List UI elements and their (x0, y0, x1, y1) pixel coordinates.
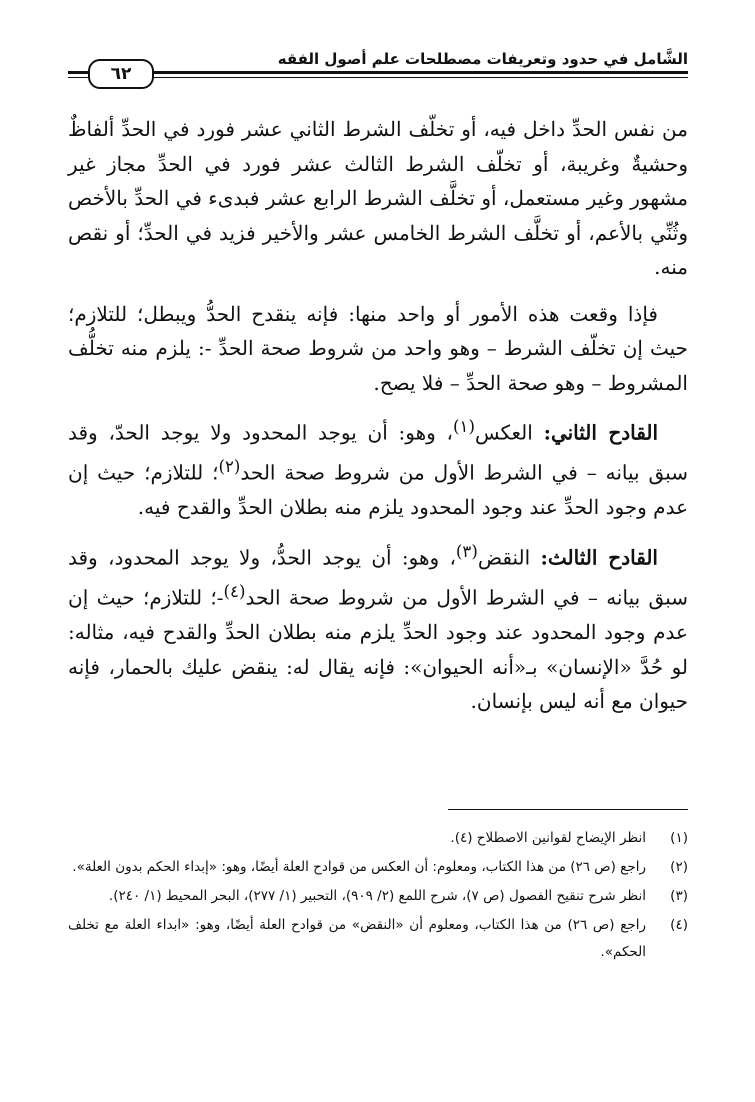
page-header (68, 50, 688, 94)
paragraph-4-part-a: النقض (477, 545, 541, 570)
footnotes (68, 825, 688, 968)
main-text (68, 112, 688, 729)
footnote-text: راجع (ص ٢٦) من هذا الكتاب، ومعلوم أن «النقض» من قوادح العلة أيضًا، وهو: «ابداء العلة مع تخلف الحكم». (68, 917, 646, 960)
footnote-ref-1: (١) (453, 417, 475, 436)
footnote-text: انظر شرح تنقيح الفصول (ص ٧)، شرح اللمع (٢/ ٩٠٩)، التحبير (١/ ٢٧٧)، البحر المحيط (١/ ٢٤٠). (108, 888, 646, 904)
header-rule-thick (68, 71, 688, 74)
footnote (68, 912, 688, 966)
footnote-text: انظر الإيضاح لقوانين الاصطلاح (٤). (450, 830, 646, 846)
paragraph-4-part-b: ، وهو: أن يوجد الحدُّ، ولا يوجد المحدود، وقد سبق بيانه – في الشرط الأول من شروط صحة الحد (68, 545, 688, 610)
section-lead-third-defect: القادح الثالث: (540, 545, 658, 570)
footnote-number: (١) (670, 830, 688, 846)
header-rule-thin (68, 77, 688, 78)
footnote-ref-3: (٣) (455, 541, 478, 561)
footnote-ref-4: (٤) (223, 581, 246, 601)
paragraph-3-part-a: العكس (474, 420, 544, 445)
footnote (68, 883, 688, 910)
footnote-text: راجع (ص ٢٦) من هذا الكتاب، ومعلوم: أن العكس من قوادح العلة أيضًا، وهو: «إبداء الحكم بدون العلة». (72, 859, 646, 875)
footnote (68, 825, 688, 852)
paragraph-3 (68, 410, 688, 525)
page-number: ٦٢ (88, 59, 154, 89)
section-lead-second-defect: القادح الثاني: (543, 420, 658, 445)
running-title: الشَّامل في حدود وتعريفات مصطلحات علم أصول الفقه (277, 50, 688, 68)
footnote-number: (٢) (670, 859, 688, 875)
paragraph-2: فإذا وقعت هذه الأمور أو واحد منها: فإنه ينقدح الحدُّ ويبطل؛ للتلازم؛ حيث إن تخلّف الشرط – وهو واحد من شروط صحة الحدِّ -: يلزم منه تخلُّف المشروط – وهو صحة الحدِّ – فلا يصح. (68, 301, 688, 395)
footnote (68, 854, 688, 881)
paragraph-3-part-c: ؛ للتلازم؛ حيث إن عدم وجود الحدِّ عند وجود المحدود يلزم منه بطلان الحدِّ والقدح فيه. (68, 460, 688, 520)
footnote-number: (٣) (670, 888, 688, 904)
paragraph-4-part-c: -؛ للتلازم؛ حيث إن عدم وجود المحدود عند وجود الحدِّ يلزم منه بطلان الحدِّ والقدح فيه، مثاله: لو حُدَّ «الإنسان» بـ«أنه الحيوان»: فإنه يقال له: ينقض عليك بالحمار، فإنه حيوان مع أنه ليس بإنسان. (68, 585, 688, 714)
footnote-number: (٤) (670, 917, 688, 933)
footnote-separator (448, 809, 688, 810)
paragraph-1: من نفس الحدِّ داخل فيه، أو تخلّف الشرط الثاني عشر فورد في الحدِّ ألفاظٌ وحشيةٌ وغريبة، أو تخلّف الشرط الثالث عشر فورد في الحدِّ مجاز غير مشهور وغير مستعمل، أو تخلَّف الشرط الرابع عشر فبدىء في الحدِّ بالأخص وثُنِّي بالأعم، أو تخلَّف الشرط الخامس عشر والأخير فزيد في الحدِّ؛ أو نقص منه. (68, 117, 688, 279)
footnote-ref-2: (٢) (218, 457, 241, 477)
paragraph-4 (68, 535, 688, 719)
paragraph-3-part-b: ، وهو: أن يوجد المحدود ولا يوجد الحدّ، وقد سبق بيانه – في الشرط الأول من شروط صحة الحد (68, 420, 689, 485)
